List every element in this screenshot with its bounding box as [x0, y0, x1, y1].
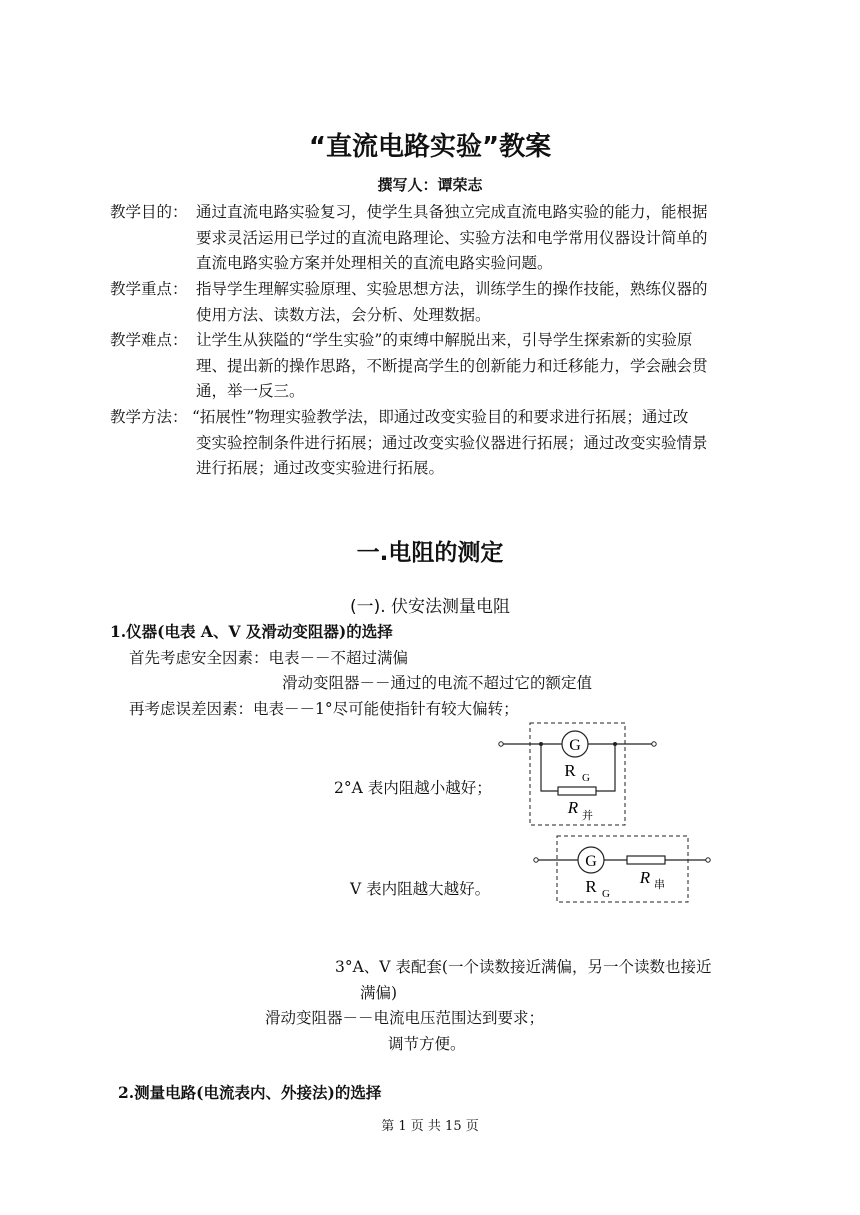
- difficulty-label: 教学难点：: [110, 331, 188, 349]
- shunt-wire-left: [541, 744, 558, 791]
- key-line-1: 指导学生理解实验原理、实验思想方法，训练学生的操作技能，熟练仪器的: [196, 280, 708, 298]
- goal-line-2: 要求灵活运用已学过的直流电路理论、实验方法和电学常用仪器设计简单的: [196, 229, 708, 247]
- difficulty-line-1: 让学生从狭隘的“学生实验”的束缚中解脱出来，引导学生探索新的实验原: [196, 331, 693, 349]
- goal-line-1: 通过直流电路实验复习，使学生具备独立完成直流电路实验的能力，能根据: [196, 203, 708, 221]
- shunt-wire-right: [596, 744, 615, 791]
- item1-heading: 1.仪器(电表 A、V 及滑动变阻器)的选择: [110, 622, 393, 641]
- subsection-title: (一). 伏安法测量电阻: [349, 597, 511, 617]
- key-line-2: 使用方法、读数方法，会分析、处理数据。: [196, 306, 491, 324]
- ammeter-terminal-left: [499, 742, 503, 746]
- rg-label-a: R: [564, 761, 576, 780]
- match-line-2: 满偏): [360, 984, 398, 1002]
- match-line-1: 3°A、V 表配套(一个读数接近满偏，另一个读数也接近: [335, 958, 712, 976]
- author-line: 撰写人：谭荣志: [377, 176, 483, 194]
- rheostat-line-1: 滑动变阻器－－电流电压范围达到要求；: [265, 1009, 545, 1027]
- series-sub: 串: [654, 879, 665, 891]
- difficulty-line-3: 通，举一反三。: [196, 382, 305, 400]
- shunt-resistor: [558, 787, 596, 795]
- page-footer: 第 1 页 共 15 页: [381, 1119, 479, 1134]
- safety-line-2: 滑动变阻器－－通过的电流不超过它的额定值: [282, 674, 593, 692]
- rg-sub-a: G: [582, 772, 590, 784]
- difficulty-line-2: 理、提出新的操作思路，不断提高学生的创新能力和迁移能力，学会融会贯: [196, 357, 708, 375]
- safety-line-1: 首先考虑安全因素：电表－－不超过满偏: [129, 649, 409, 667]
- error-line: 再考虑误差因素：电表－－1°尽可能使指针有较大偏转；: [129, 700, 519, 718]
- goal-label: 教学目的：: [110, 203, 188, 221]
- voltmeter-circuit-diagram: [530, 833, 715, 905]
- ammeter-circuit-diagram: [495, 718, 660, 828]
- series-resistor: [627, 856, 665, 864]
- chapter-title: 一.电阻的测定: [356, 540, 504, 566]
- rheostat-line-2: 调节方便。: [388, 1035, 466, 1053]
- ammeter-terminal-right: [652, 742, 656, 746]
- rg-label-v: R: [585, 877, 597, 896]
- voltmeter-dashed-box: [557, 836, 688, 902]
- ammeter-line: 2°A 表内阻越小越好；: [334, 779, 492, 797]
- galvanometer-label-a: G: [569, 737, 581, 754]
- document-title: “直流电路实验”教案: [308, 132, 552, 162]
- series-label: R: [639, 868, 651, 887]
- key-label: 教学重点：: [110, 280, 188, 298]
- voltmeter-terminal-left: [534, 858, 538, 862]
- voltmeter-line: V 表内阻越大越好。: [350, 880, 491, 898]
- shunt-sub: 并: [582, 810, 593, 822]
- goal-line-3: 直流电路实验方案并处理相关的直流电路实验问题。: [196, 254, 553, 272]
- method-line-3: 进行拓展；通过改变实验进行拓展。: [196, 459, 445, 477]
- item2-heading: 2.测量电路(电流表内、外接法)的选择: [118, 1083, 382, 1102]
- method-line-1: “拓展性”物理实验教学法，即通过改变实验目的和要求进行拓展；通过改: [192, 408, 689, 426]
- method-label: 教学方法：: [110, 408, 188, 426]
- method-line-2: 变实验控制条件进行拓展；通过改变实验仪器进行拓展；通过改变实验情景: [196, 434, 708, 452]
- galvanometer-label-v: G: [585, 853, 597, 870]
- rg-sub-v: G: [602, 888, 610, 900]
- shunt-label: R: [567, 798, 579, 817]
- voltmeter-terminal-right: [706, 858, 710, 862]
